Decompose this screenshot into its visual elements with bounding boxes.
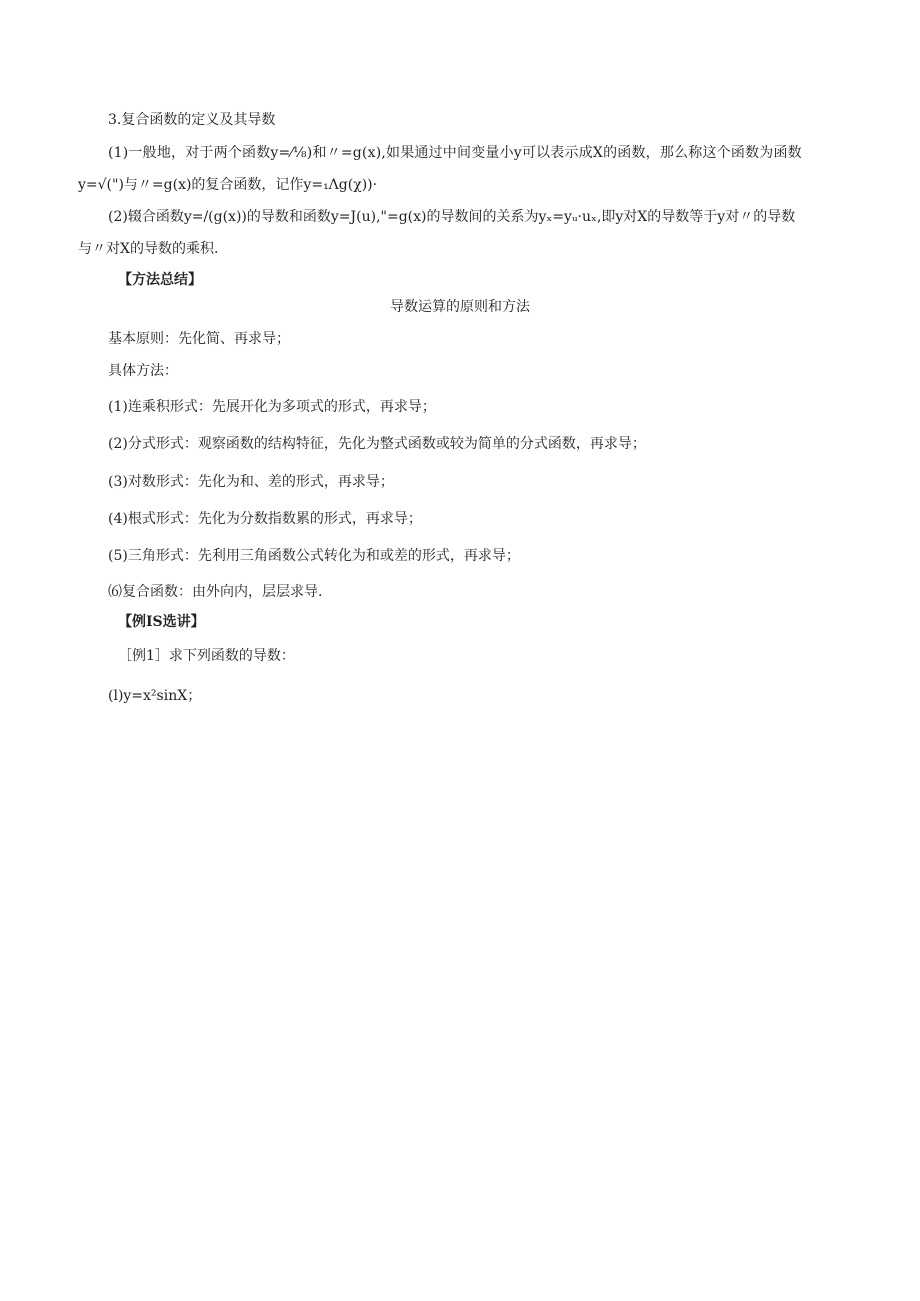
specific-methods-label: 具体方法： [108, 363, 178, 379]
method-item: (5)三角形式：先利用三角函数公式转化为和或差的形式，再求导； [108, 548, 520, 564]
paragraph-1-line-2: y=√(")与〃=g(x)的复合函数，记作y=₁Λg(χ))· [78, 177, 378, 193]
method-item: ⑹复合函数：由外向内，层层求导. [108, 584, 323, 600]
paragraph-2-line-1: (2)辍合函数y=/(g(x))的导数和函数y=J(u),"=g(x)的导数间的关系为yₓ=yᵤ·uₓ,即y对X的导数等于y对〃的导数 [108, 209, 796, 225]
examples-label: 【例IS选讲】 [118, 614, 205, 630]
method-item: (2)分式形式：观察函数的结构特征，先化为整式函数或较为简单的分式函数，再求导； [108, 436, 646, 452]
paragraph-2-line-2: 与〃对X的导数的乘积. [78, 241, 219, 257]
basic-principle: 基本原则：先化简、再求导； [108, 331, 290, 347]
method-summary-label: 【方法总结】 [118, 272, 202, 288]
method-title: 导数运算的原则和方法 [390, 299, 530, 315]
method-item: (4)根式形式：先化为分数指数累的形式，再求导； [108, 511, 422, 527]
method-item: (3)对数形式：先化为和、差的形式，再求导； [108, 474, 394, 490]
example-1-part-1: (l)y=x²sinX； [108, 688, 202, 704]
paragraph-1-line-1: (1)一般地，对于两个函数y=⁄⅛)和〃=g(x),如果通过中间变量小y可以表示成X的函数，那么称这个函数为函数 [108, 145, 802, 161]
method-item: (1)连乘积形式：先展开化为多项式的形式，再求导； [108, 399, 436, 415]
example-1-heading: ［例1］求下列函数的导数： [118, 648, 295, 664]
section-heading: 3.复合函数的定义及其导数 [108, 112, 276, 128]
